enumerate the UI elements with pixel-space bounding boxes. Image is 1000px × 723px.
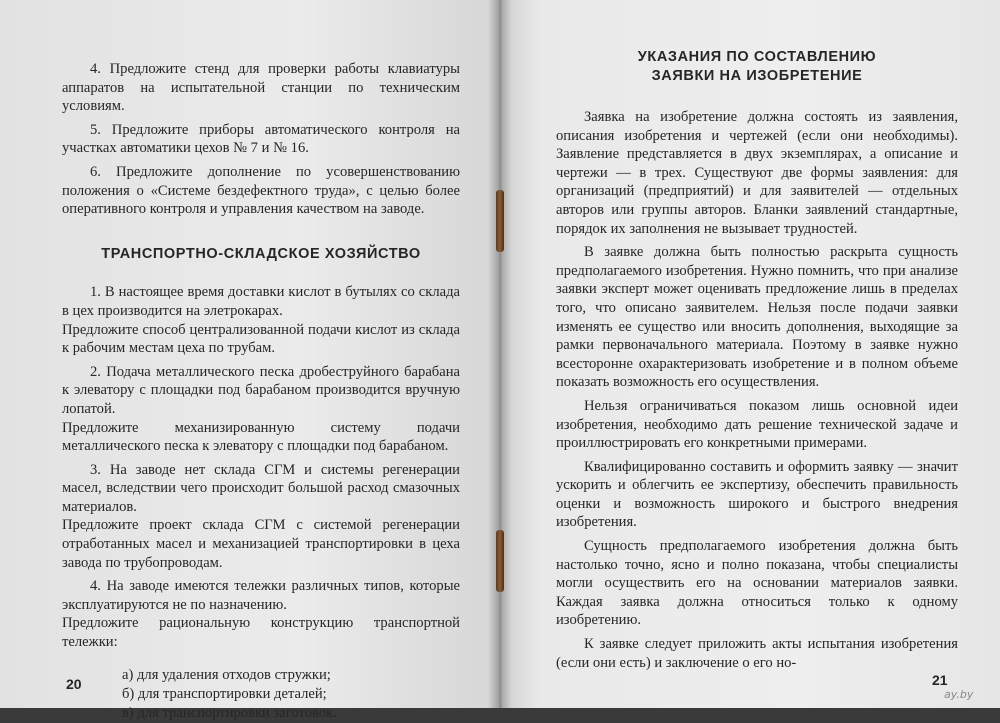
right-page-text — [556, 48, 958, 672]
paragraph: Нельзя ограничиваться показом лишь основной идеи изобретения, необходимо дать решение технической задаче и проиллюстрировать его конкретными примерами. — [556, 397, 958, 452]
heading-line-1: УКАЗАНИЯ ПО СОСТАВЛЕНИЮ — [637, 49, 877, 65]
paragraph: 1. В настоящее время доставки кислот в бутылях со склада в цех производится на элетрокарах. — [62, 284, 460, 319]
list-item: в) для транспортировки заготовок. — [122, 704, 337, 721]
paragraph: Предложите проект склада СГМ с системой регенерации отработанных масел и механизацией транспортировки в цеха завода по трубопроводам. — [62, 517, 460, 571]
paragraph: 4. Предложите стенд для проверки работы клавиатуры аппаратов на испытательной станции по техническим условиям. — [62, 61, 460, 115]
paragraph: В заявке должна быть полностью раскрыта сущность предполагаемого изобретения. Нужно помнить, что при анализе заявки эксперт может оценивать предложение лишь в пределах того, что описано заявителем. Нельзя после подачи заявки изменять ее существо или вносить дополнения, выходящие за рамки первоначального материала. Поэтому в заявке нужно всесторонне охарактеризовать изобретение и в полном объеме показать возможность его осуществления. — [556, 244, 958, 391]
staple-top — [496, 190, 504, 252]
watermark: ay.by — [944, 688, 974, 701]
section-heading — [556, 48, 958, 86]
list-item: а) для удаления отходов стружки; — [122, 666, 331, 683]
left-page-text — [62, 60, 460, 723]
paragraph: Предложите механизированную систему подачи металлического песка к элеватору с площадки под барабаном. — [62, 419, 460, 455]
paragraph: Заявка на изобретение должна состоять из заявления, описания изобретения и чертежей (если они необходимы). Заявление представляется в двух экземплярах, а описание и чертежи — в трех. Существуют две формы заявления: для организаций (предприятий) и для заявителей — отдельных авторов или группы авторов. Бланки заявлений стандартные, порядок их заполнения не вызывает трудностей. — [556, 109, 958, 237]
paragraph: Квалифицированно составить и оформить заявку — значит ускорить и облегчить ее экспертизу, обеспечить правильность оценки и возможность широкого и быстрого внедрения изобретения. — [556, 458, 958, 531]
transport-cart-list — [122, 666, 460, 723]
paragraph: Сущность предполагаемого изобретения должна быть настолько точно, ясно и полно показана, чтобы специалисты могли осуществить его на основании материалов заявки. Каждая заявка должна относиться только к одному изобретению. — [556, 538, 958, 629]
paragraph: 2. Подача металлического песка дробеструйного барабана к элеватору с площадки под барабаном производится вручную лопатой. — [62, 363, 460, 417]
paragraph: 3. На заводе нет склада СГМ и системы регенерации масел, вследствии чего происходит большой расход смазочных материалов. — [62, 461, 460, 515]
paragraph: 4. На заводе имеются тележки различных типов, которые эксплуатируются не по назначению. — [62, 578, 460, 613]
staple-bottom — [496, 530, 504, 592]
paragraph: Предложите рациональную конструкцию транспортной тележки: — [62, 615, 460, 651]
paragraph: 6. Предложите дополнение по усовершенствованию положения о «Системе бездефектного труда», с целью более оперативного контроля и управления качеством на заводе. — [62, 163, 460, 218]
page-number-right: 21 — [932, 672, 948, 688]
heading-line-2: ЗАЯВКИ НА ИЗОБРЕТЕНИЕ — [651, 68, 863, 84]
paragraph: Предложите способ централизованной подачи кислот из склада к рабочим местам цеха по трубам. — [62, 321, 460, 357]
page-number-left: 20 — [66, 676, 82, 692]
section-heading: ТРАНСПОРТНО-СКЛАДСКОЕ ХОЗЯЙСТВО — [101, 245, 421, 262]
paragraph: 5. Предложите приборы автоматического контроля на участках автоматики цехов № 7 и № 16. — [62, 121, 460, 157]
paragraph: К заявке следует приложить акты испытания изобретения (если они есть) и заключение о его но- — [556, 636, 958, 671]
list-item: б) для транспортировки деталей; — [122, 685, 327, 702]
book-gutter — [488, 0, 512, 708]
